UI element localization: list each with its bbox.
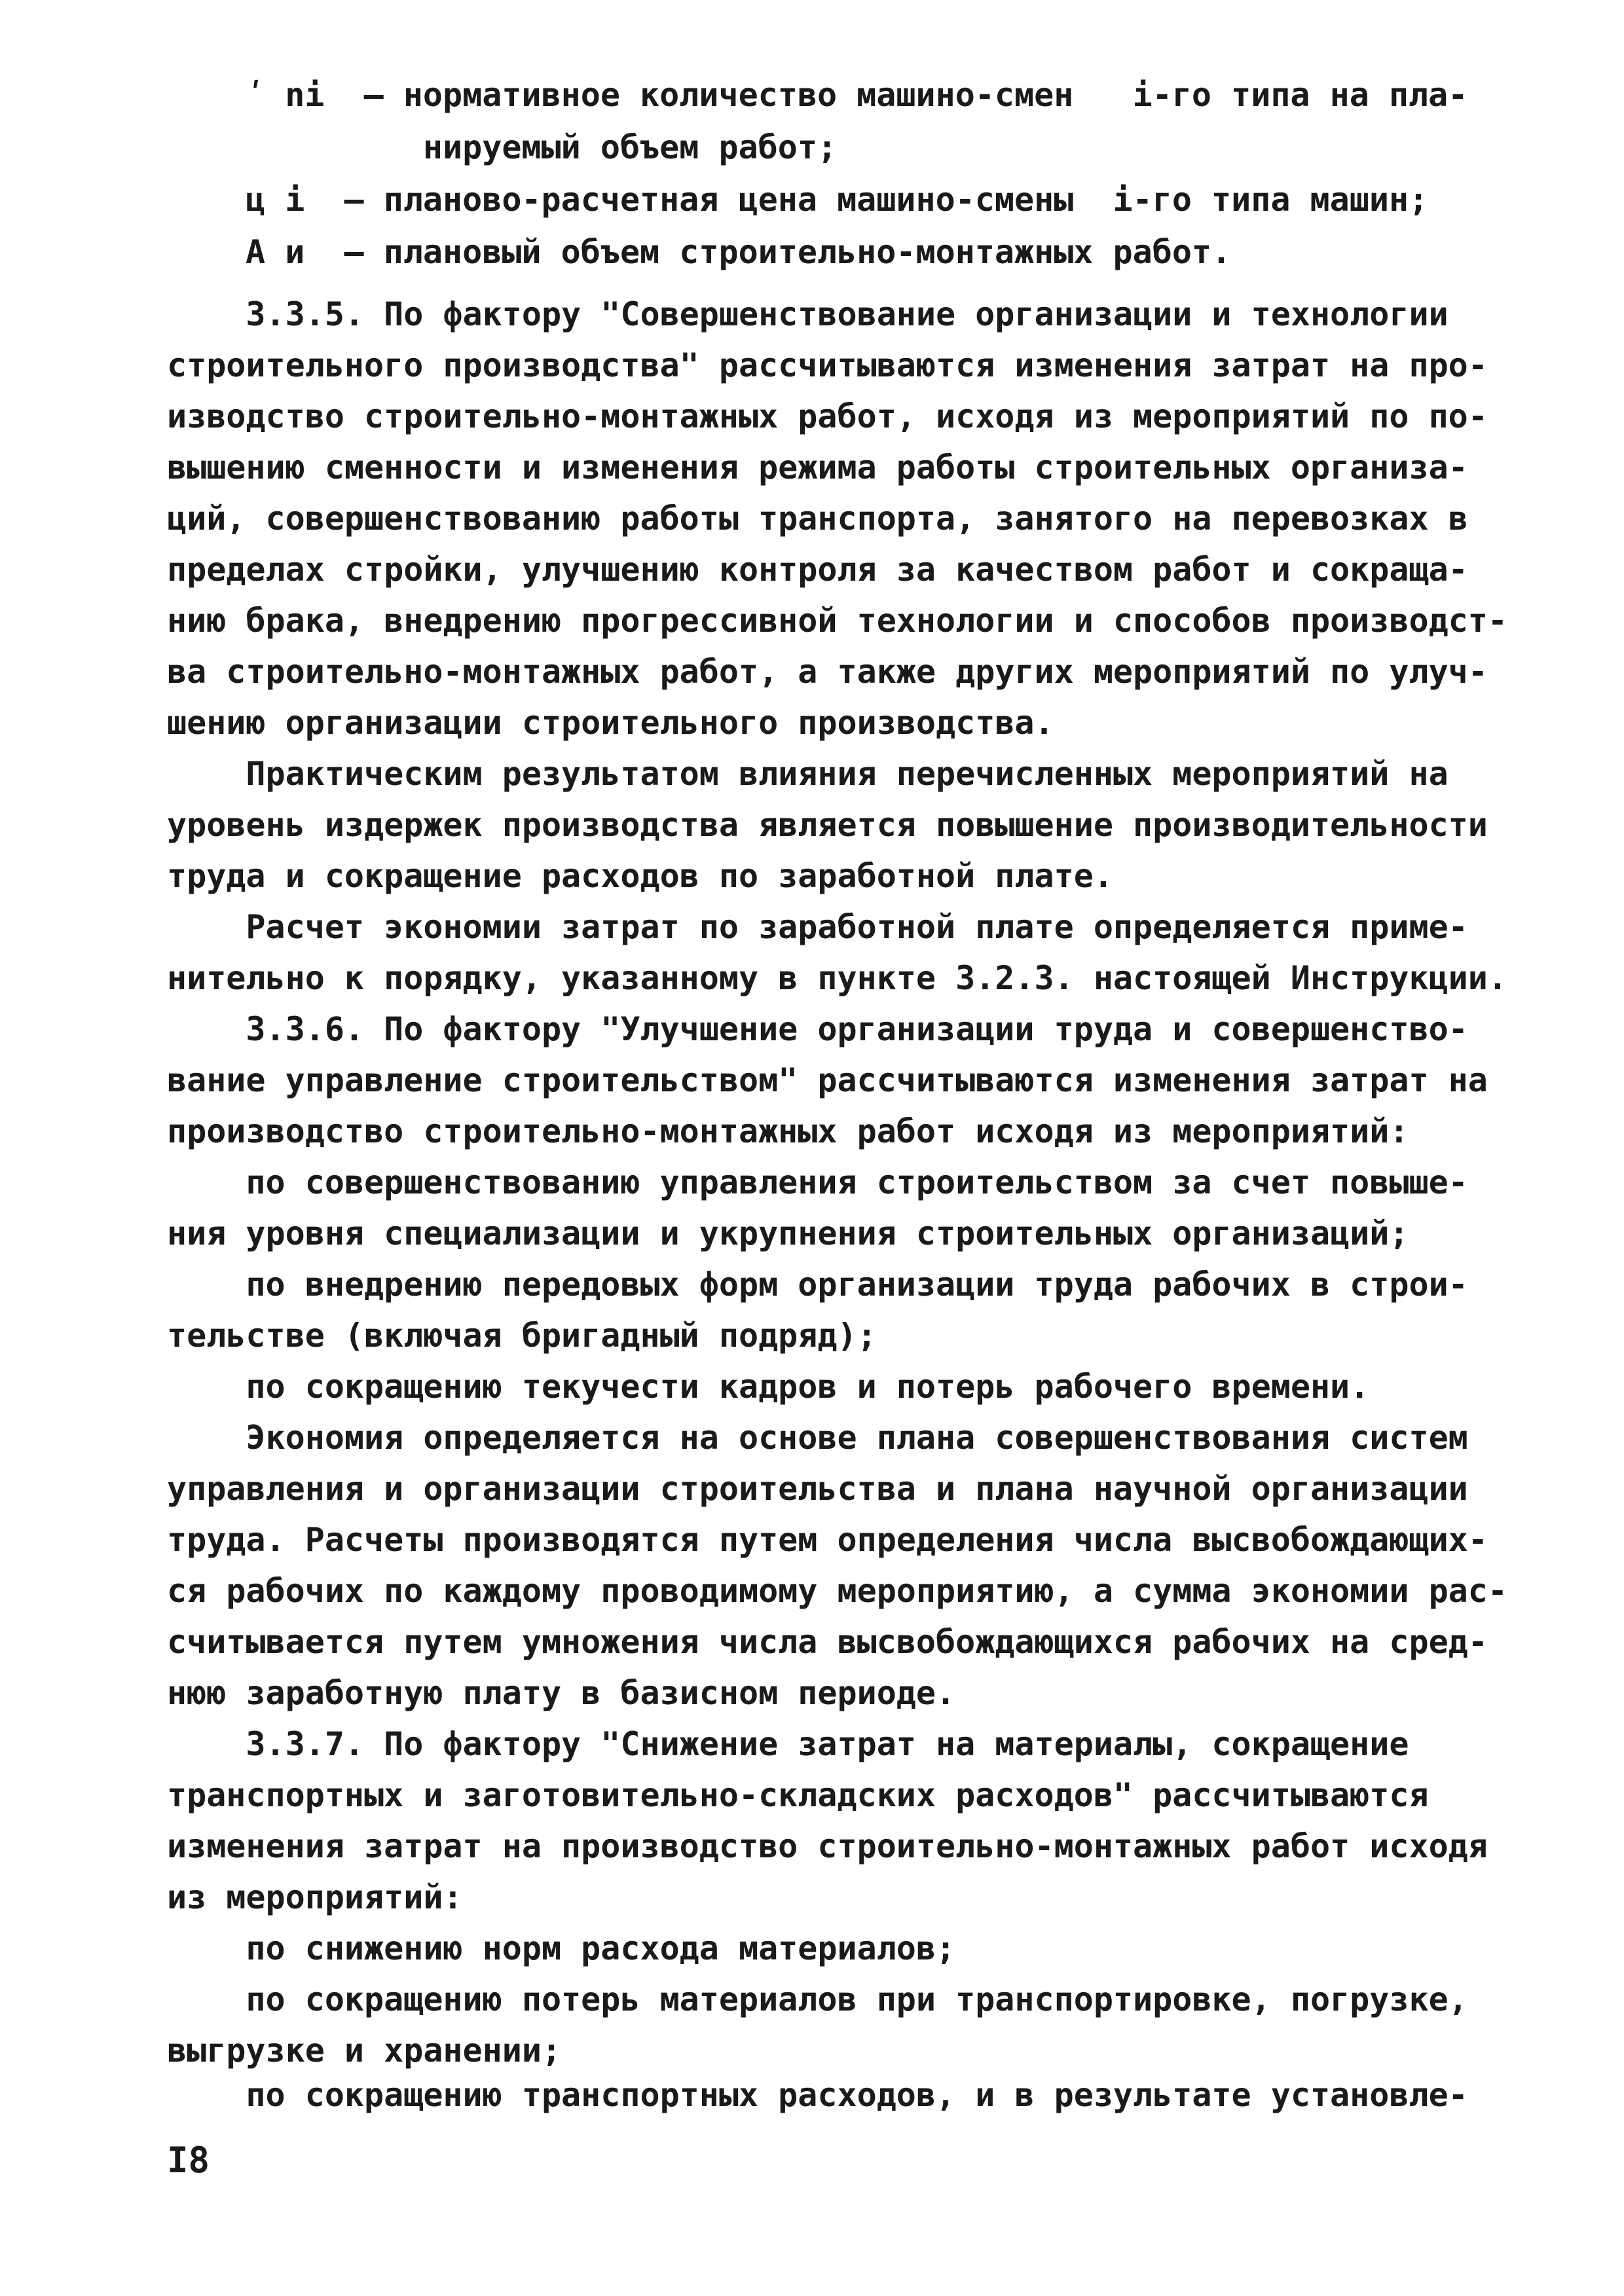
text-line: пределах стройки, улучшению контроля за качеством работ и сокраща-	[167, 551, 1468, 589]
text-line: 3.3.7. По фактору "Снижение затрат на материалы, сокращение	[167, 1725, 1409, 1763]
text-line: по снижению норм расхода материалов;	[167, 1929, 956, 1967]
text-line: выгрузке и хранении;	[167, 2032, 562, 2069]
text-line: управления и организации строительства и плана научной организации	[167, 1470, 1468, 1508]
text-line: Экономия определяется на основе плана совершенствования систем	[167, 1419, 1468, 1457]
page-number: I8	[167, 2140, 210, 2181]
text-line: нительно к порядку, указанному в пункте 3.2.3. настоящей Инструкции.	[167, 959, 1507, 997]
text-line: по совершенствованию управления строительством за счет повыше-	[167, 1163, 1468, 1201]
text-line: Практическим результатом влияния перечисленных мероприятий на	[167, 755, 1449, 793]
text-line: труда и сокращение расходов по заработной плате.	[167, 857, 1113, 895]
text-line: труда. Расчеты производятся путем определения числа высвобождающих-	[167, 1521, 1488, 1559]
text-line: строительного производства" рассчитываются изменения затрат на про-	[167, 346, 1488, 384]
text-line: вышению сменности и изменения режима работы строительных организа-	[167, 448, 1468, 486]
text-line: А и – плановый объем строительно-монтажных работ.	[246, 233, 1232, 271]
text-line: ся рабочих по каждому проводимому мероприятию, а сумма экономии рас-	[167, 1572, 1507, 1610]
text-line: транспортных и заготовительно-складских расходов" рассчитываются	[167, 1776, 1429, 1814]
text-line: по сокращению потерь материалов при транспортировке, погрузке,	[167, 1980, 1468, 2018]
text-line: производство строительно-монтажных работ исходя из мероприятий:	[167, 1112, 1409, 1150]
text-line: из мероприятий:	[167, 1878, 463, 1916]
text-line: шению организации строительного производства.	[167, 704, 1054, 742]
text-line: вание управление строительством" рассчитываются изменения затрат на	[167, 1061, 1488, 1099]
text-line: ния уровня специализации и укрупнения строительных организаций;	[167, 1214, 1409, 1252]
text-line: по внедрению передовых форм организации труда рабочих в строи-	[167, 1266, 1468, 1303]
text-line: ʹ ni – нормативное количество машино-смен i-го типа на пла-	[246, 76, 1468, 114]
text-line: изводство строительно-монтажных работ, исходя из мероприятий по по-	[167, 397, 1488, 435]
text-line: Расчет экономии затрат по заработной плате определяется приме-	[167, 908, 1468, 946]
text-line: 3.3.5. По фактору "Совершенствование организации и технологии	[167, 295, 1449, 333]
text-line: ций, совершенствованию работы транспорта, занятого на перевозках в	[167, 500, 1468, 538]
text-line: уровень издержек производства является повышение производительности	[167, 806, 1488, 844]
text-line: нию брака, внедрению прогрессивной технологии и способов производст-	[167, 602, 1507, 640]
text-line: нюю заработную плату в базисном периоде.	[167, 1674, 956, 1712]
text-line: по сокращению текучести кадров и потерь рабочего времени.	[167, 1368, 1370, 1406]
text-line: изменения затрат на производство строительно-монтажных работ исходя	[167, 1827, 1488, 1865]
text-line: ц i – планово-расчетная цена машино-смены i-го типа машин;	[246, 181, 1429, 219]
text-line: ва строительно-монтажных работ, а также других мероприятий по улуч-	[167, 653, 1488, 691]
text-line: 3.3.6. По фактору "Улучшение организации труда и совершенство-	[167, 1010, 1468, 1048]
text-line: считывается путем умножения числа высвобождающихся рабочих на сред-	[167, 1623, 1488, 1661]
text-line: по сокращению транспортных расходов, и в результате установле-	[167, 2076, 1468, 2114]
text-line: тельстве (включая бригадный подряд);	[167, 1317, 877, 1355]
text-line: нируемый объем работ;	[246, 128, 838, 166]
